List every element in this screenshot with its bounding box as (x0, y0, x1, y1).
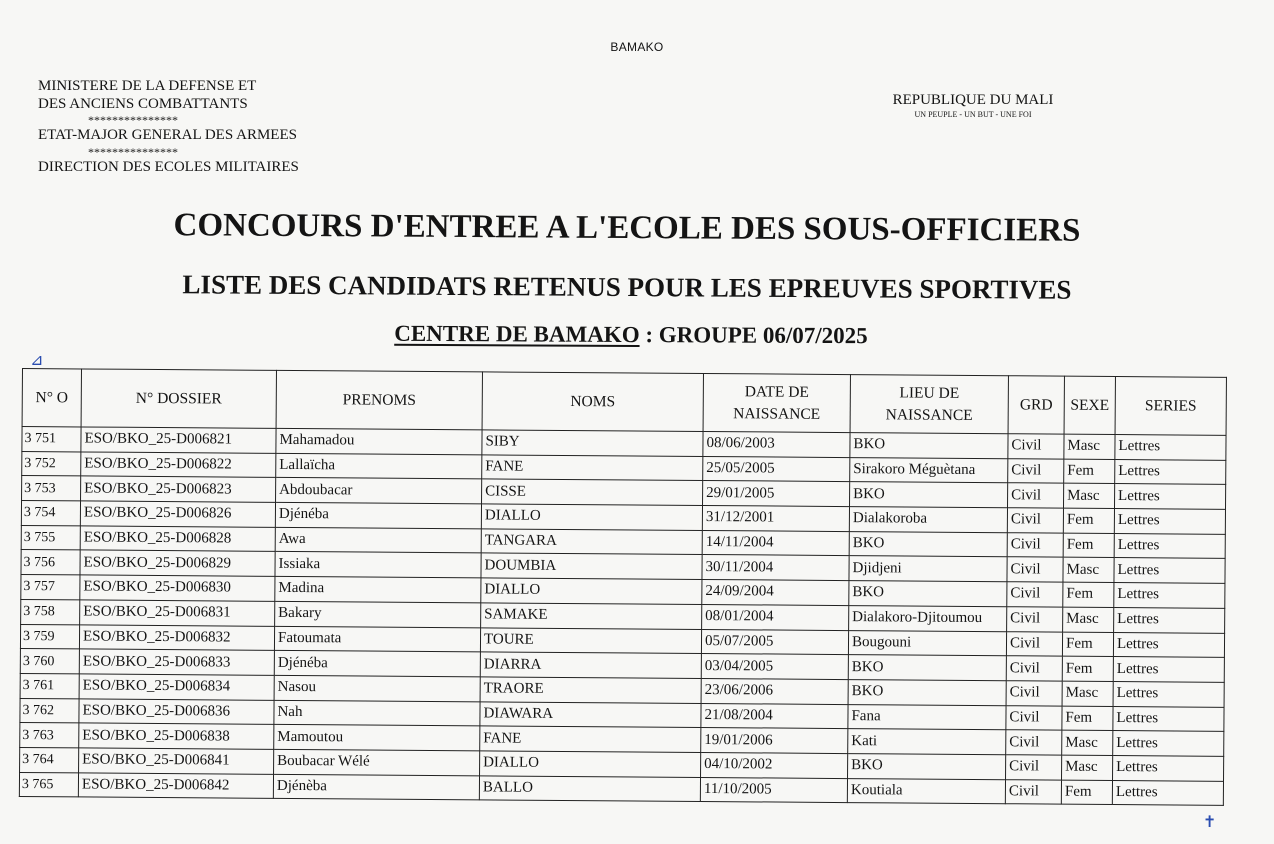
cell-series: Lettres (1113, 755, 1224, 781)
cell-dossier: ESO/BKO_25-D006830 (80, 575, 275, 601)
cell-series: Lettres (1113, 681, 1224, 707)
cell-prenom: Nasou (274, 675, 480, 701)
cell-grade: Civil (1006, 730, 1062, 755)
cell-number: 3 757 (21, 575, 80, 600)
stars-separator-1: *************** (88, 113, 178, 127)
handwritten-mark-end-icon: ✝ (1203, 812, 1217, 831)
cell-birth-date: 05/07/2005 (701, 629, 848, 655)
cell-prenom: Fatoumata (274, 626, 480, 652)
cell-dossier: ESO/BKO_25-D006832 (79, 624, 274, 650)
cell-dossier: ESO/BKO_25-D006836 (79, 698, 274, 724)
cell-dossier: ESO/BKO_25-D006833 (79, 649, 274, 675)
col-header-noms: NOMS (482, 372, 703, 432)
cell-birth-place: Djidjeni (849, 556, 1007, 582)
cell-number: 3 761 (20, 673, 79, 698)
cell-grade: Civil (1005, 779, 1061, 804)
cell-birth-place: BKO (849, 531, 1007, 557)
cell-birth-place: BKO (849, 581, 1007, 607)
cell-number: 3 753 (22, 476, 81, 501)
cell-grade: Civil (1007, 508, 1063, 533)
cell-birth-date: 08/01/2004 (702, 604, 849, 630)
cell-nom: DIARRA (480, 652, 701, 678)
cell-birth-date: 21/08/2004 (701, 703, 848, 729)
cell-birth-date: 08/06/2003 (703, 431, 850, 457)
cell-birth-place: Bougouni (848, 630, 1006, 656)
cell-sexe: Fem (1063, 508, 1114, 533)
cell-dossier: ESO/BKO_25-D006826 (80, 501, 275, 527)
page-title: CONCOURS D'ENTREE A L'ECOLE DES SOUS-OFFICIERS (173, 207, 1081, 249)
republic-motto: UN PEUPLE - UN BUT - UNE FOI (914, 110, 1032, 119)
ministry-header (38, 78, 299, 176)
cell-prenom: Djénèba (273, 774, 479, 800)
col-header-grade: GRD (1008, 376, 1064, 434)
cell-nom: TANGARA (481, 529, 702, 555)
cell-dossier: ESO/BKO_25-D006831 (80, 600, 275, 626)
cell-number: 3 752 (22, 451, 81, 476)
cell-sexe: Fem (1061, 780, 1112, 805)
candidates-table-wrapper (19, 368, 1226, 806)
cell-birth-place: Dialakoro-Djitoumou (849, 605, 1007, 631)
cell-prenom: Djénéba (274, 651, 480, 677)
cell-nom: FANE (482, 455, 703, 481)
cell-birth-date: 23/06/2006 (701, 678, 848, 704)
center-group-heading (4, 319, 1258, 352)
cell-series: Lettres (1113, 731, 1224, 757)
cell-nom: TRAORE (480, 677, 701, 703)
cell-series: Lettres (1115, 459, 1226, 485)
cell-dossier: ESO/BKO_25-D006834 (79, 674, 274, 700)
cell-sexe: Masc (1064, 484, 1115, 509)
table-body (19, 427, 1226, 806)
col-header-series: SERIES (1115, 377, 1226, 436)
cell-prenom: Abdoubacar (276, 478, 482, 504)
cell-nom: SAMAKE (481, 603, 702, 629)
group-date: GROUPE 06/07/2025 (658, 322, 868, 349)
cell-series: Lettres (1113, 706, 1224, 732)
cell-nom: DIALLO (481, 504, 702, 530)
ministry-line-1: MINISTERE DE LA DEFENSE ET (38, 78, 257, 94)
cell-grade: Civil (1006, 705, 1062, 730)
cell-sexe: Fem (1062, 656, 1113, 681)
cell-prenom: Djénéba (275, 502, 481, 528)
cell-birth-place: BKO (850, 482, 1008, 508)
cell-birth-place: BKO (848, 679, 1006, 705)
cell-prenom: Mamoutou (274, 725, 480, 751)
cell-number: 3 758 (21, 599, 80, 624)
cell-grade: Civil (1008, 434, 1064, 459)
cell-series: Lettres (1112, 780, 1223, 806)
cell-sexe: Fem (1063, 533, 1114, 558)
cell-nom: FANE (480, 726, 701, 752)
center-separator: : (639, 322, 659, 348)
cell-series: Lettres (1113, 657, 1224, 683)
cell-series: Lettres (1113, 632, 1224, 658)
cell-birth-date: 29/01/2005 (703, 481, 850, 507)
cell-sexe: Fem (1063, 582, 1114, 607)
cell-birth-place: Koutiala (847, 778, 1005, 804)
cell-number: 3 763 (20, 723, 79, 748)
cell-sexe: Masc (1063, 558, 1114, 583)
cell-birth-date: 31/12/2001 (702, 506, 849, 532)
cell-series: Lettres (1114, 607, 1225, 633)
candidates-table (19, 368, 1227, 806)
cell-birth-place: BKO (848, 754, 1006, 780)
cell-dossier: ESO/BKO_25-D006822 (81, 452, 276, 478)
cell-birth-date: 25/05/2005 (703, 456, 850, 482)
cell-dossier: ESO/BKO_25-D006828 (80, 526, 275, 552)
cell-birth-place: Fana (848, 704, 1006, 730)
cell-birth-date: 19/01/2006 (701, 728, 848, 754)
cell-series: Lettres (1115, 435, 1226, 461)
cell-sexe: Fem (1062, 706, 1113, 731)
col-header-dossier: N° DOSSIER (81, 369, 276, 428)
cell-nom: DIALLO (481, 578, 702, 604)
cell-grade: Civil (1008, 458, 1064, 483)
cell-birth-date: 14/11/2004 (702, 530, 849, 556)
col-header-prenoms: PRENOMS (276, 370, 482, 430)
cell-number: 3 762 (20, 698, 79, 723)
cell-series: Lettres (1114, 533, 1225, 559)
cell-dossier: ESO/BKO_25-D006841 (79, 748, 274, 774)
cell-series: Lettres (1114, 583, 1225, 609)
cell-number: 3 755 (21, 525, 80, 550)
cell-series: Lettres (1114, 509, 1225, 535)
ministry-line-4: DIRECTION DES ECOLES MILITAIRES (38, 158, 299, 175)
cell-number: 3 754 (21, 501, 80, 526)
cell-dossier: ESO/BKO_25-D006821 (81, 427, 276, 453)
cell-birth-date: 04/10/2002 (701, 752, 848, 778)
cell-grade: Civil (1006, 656, 1062, 681)
cell-prenom: Bakary (275, 601, 481, 627)
cell-nom: SIBY (482, 430, 703, 456)
cell-birth-date: 03/04/2005 (701, 654, 848, 680)
republic-name: REPUBLIQUE DU MALI (892, 92, 1054, 108)
cell-birth-place: Sirakoro Méguètana (850, 457, 1008, 483)
cell-prenom: Mahamadou (276, 428, 482, 454)
cell-sexe: Masc (1062, 730, 1113, 755)
cell-grade: Civil (1006, 681, 1062, 706)
cell-series: Lettres (1114, 558, 1225, 584)
cell-number: 3 751 (22, 427, 81, 452)
cell-nom: DOUMBIA (481, 553, 702, 579)
cell-dossier: ESO/BKO_25-D006838 (79, 723, 274, 749)
cell-birth-place: BKO (848, 655, 1006, 681)
cell-grade: Civil (1006, 755, 1062, 780)
handwritten-mark-icon: ⊿ (30, 350, 44, 369)
cell-prenom: Madina (275, 576, 481, 602)
cell-sexe: Fem (1062, 632, 1113, 657)
city-label: BAMAKO (610, 40, 664, 54)
cell-nom: BALLO (479, 775, 700, 801)
cell-sexe: Fem (1064, 459, 1115, 484)
stars-separator-2: *************** (88, 144, 178, 159)
cell-dossier: ESO/BKO_25-D006842 (78, 773, 273, 799)
cell-grade: Civil (1007, 582, 1063, 607)
cell-prenom: Nah (274, 700, 480, 726)
page-subtitle: LISTE DES CANDIDATS RETENUS POUR LES EPREUVES SPORTIVES (182, 269, 1072, 305)
republic-header (880, 92, 1066, 119)
cell-birth-place: Dialakoroba (849, 507, 1007, 533)
cell-nom: DIALLO (480, 751, 701, 777)
cell-sexe: Masc (1064, 434, 1115, 459)
cell-nom: DIAWARA (480, 701, 701, 727)
cell-prenom: Issiaka (275, 552, 481, 578)
cell-birth-date: 24/09/2004 (702, 580, 849, 606)
cell-number: 3 759 (20, 624, 79, 649)
cell-birth-place: BKO (850, 433, 1008, 459)
cell-sexe: Masc (1062, 681, 1113, 706)
cell-prenom: Awa (275, 527, 481, 553)
cell-number: 3 764 (20, 747, 79, 772)
cell-grade: Civil (1007, 532, 1063, 557)
cell-dossier: ESO/BKO_25-D006829 (80, 550, 275, 576)
cell-grade: Civil (1006, 631, 1062, 656)
cell-sexe: Masc (1062, 755, 1113, 780)
cell-prenom: Lallaïcha (276, 453, 482, 479)
cell-sexe: Masc (1063, 607, 1114, 632)
cell-number: 3 765 (19, 772, 78, 797)
table-header-row (22, 369, 1226, 436)
col-header-number: N° O (22, 369, 81, 427)
cell-birth-date: 11/10/2005 (700, 777, 847, 803)
ministry-line-3: ETAT-MAJOR GENERAL DES ARMEES (38, 127, 297, 143)
center-name: CENTRE DE BAMAKO (394, 320, 640, 348)
cell-dossier: ESO/BKO_25-D006823 (81, 476, 276, 502)
cell-grade: Civil (1007, 557, 1063, 582)
cell-number: 3 760 (20, 649, 79, 674)
cell-number: 3 756 (21, 550, 80, 575)
cell-grade: Civil (1007, 607, 1063, 632)
col-header-birth-place: LIEU DE NAISSANCE (850, 375, 1008, 434)
ministry-line-2: DES ANCIENS COMBATTANTS (38, 95, 248, 112)
cell-prenom: Boubacar Wélé (274, 749, 480, 775)
cell-series: Lettres (1114, 484, 1225, 510)
cell-nom: TOURE (480, 627, 701, 653)
col-header-birth-date: DATE DE NAISSANCE (703, 373, 850, 432)
cell-grade: Civil (1008, 483, 1064, 508)
col-header-sexe: SEXE (1064, 376, 1115, 434)
cell-nom: CISSE (482, 479, 703, 505)
cell-birth-place: Kati (848, 729, 1006, 755)
cell-birth-date: 30/11/2004 (702, 555, 849, 581)
